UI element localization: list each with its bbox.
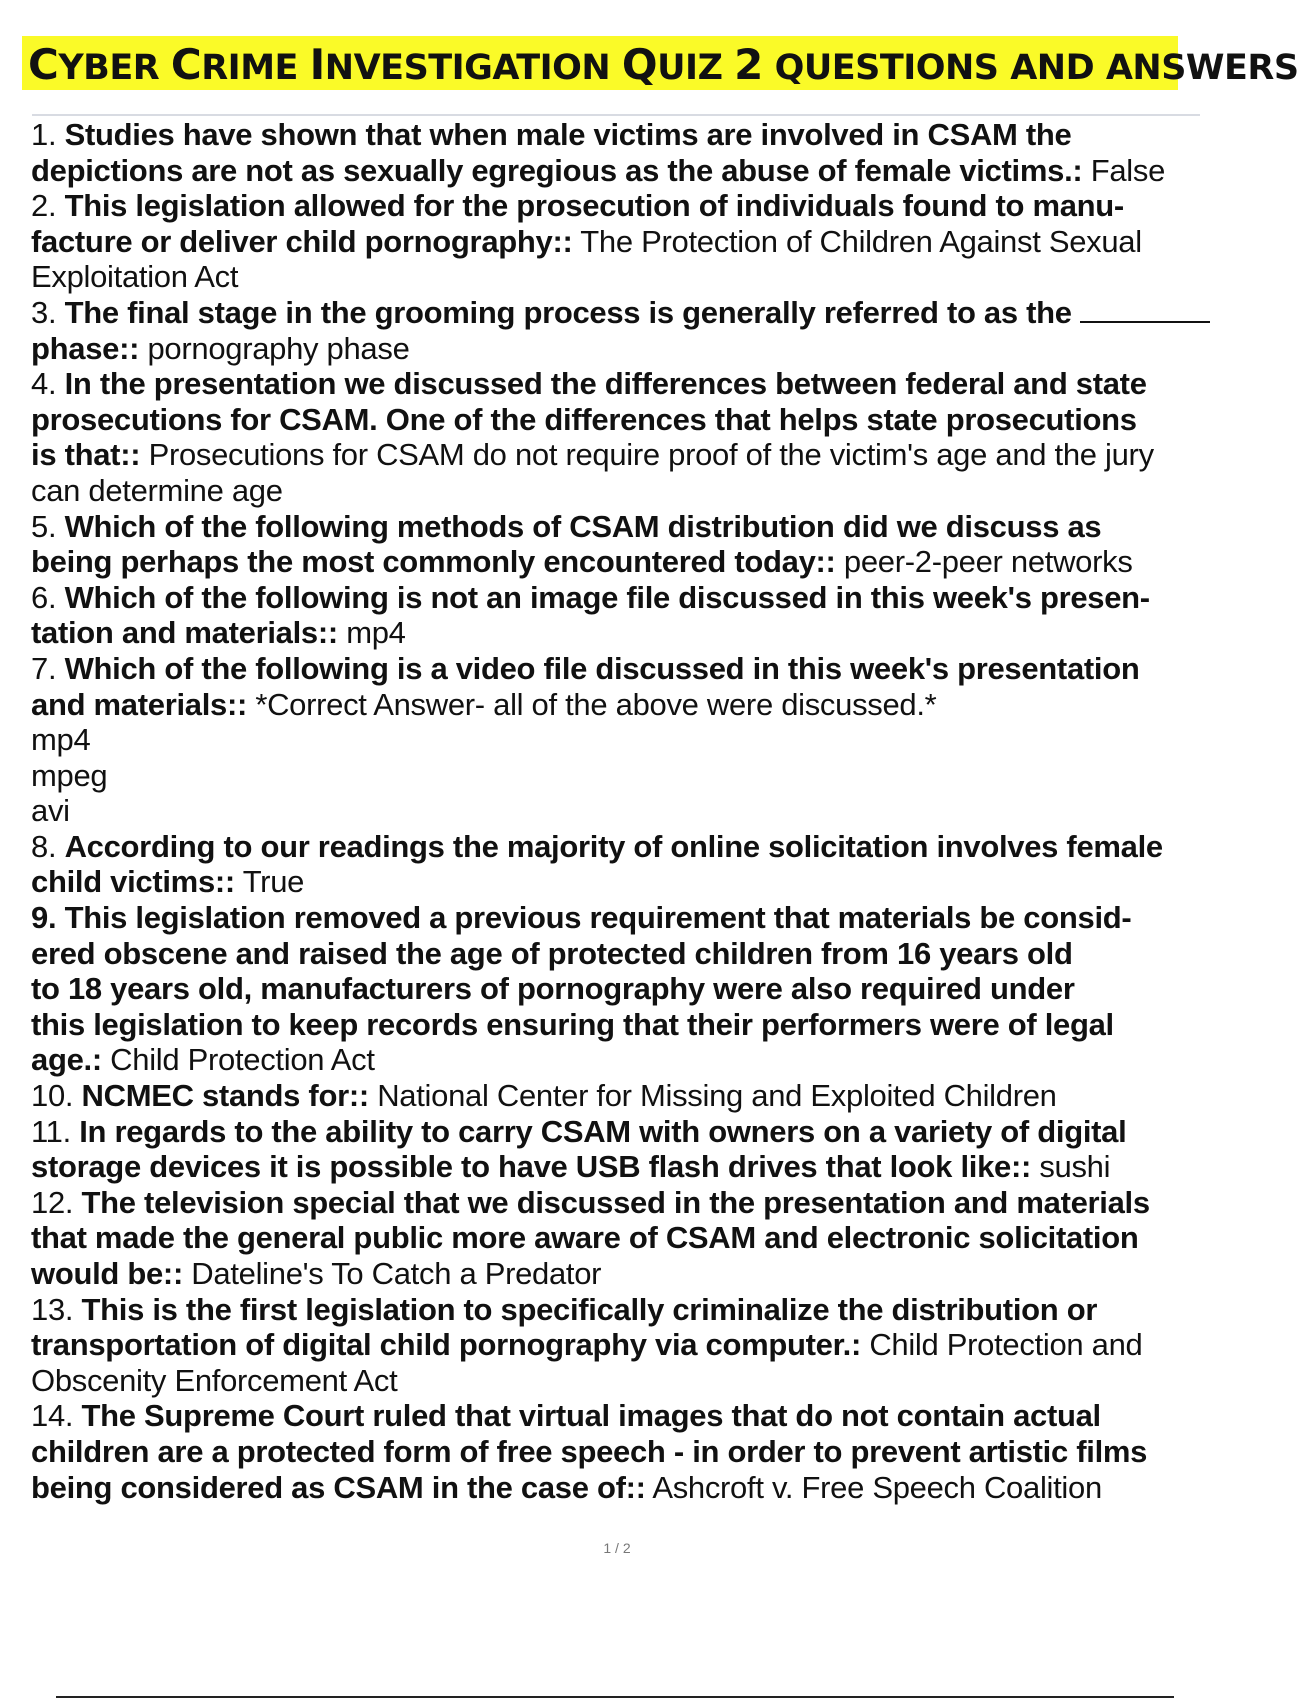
qa-line xyxy=(31,1220,1271,1256)
qa-line xyxy=(31,1470,1271,1506)
title-divider xyxy=(32,114,1200,116)
qa-line xyxy=(31,1149,1271,1185)
question-number: 4. xyxy=(31,366,65,402)
qa-line xyxy=(31,188,1271,224)
question-text: transportation of digital child pornography via computer.: xyxy=(31,1327,861,1363)
qa-line xyxy=(31,1327,1271,1363)
qa-line xyxy=(31,580,1271,616)
answer-text: sushi xyxy=(1031,1149,1111,1185)
document-title xyxy=(28,40,1299,89)
title-word: INVESTIGATION xyxy=(309,40,611,89)
answer-text: mp4 xyxy=(337,615,406,651)
qa-line xyxy=(31,758,1271,794)
answer-text: avi xyxy=(31,793,70,829)
title-word: AND xyxy=(1010,48,1095,88)
question-text: In regards to the ability to carry CSAM with owners on a variety of digital xyxy=(79,1113,1127,1149)
qa-line xyxy=(31,687,1271,723)
question-text: facture or deliver child pornography:: xyxy=(31,223,573,259)
qa-line xyxy=(31,402,1271,438)
qa-line xyxy=(31,331,1271,367)
answer-text: Obscenity Enforcement Act xyxy=(31,1362,398,1398)
title-word: 2 xyxy=(734,40,763,89)
answer-text: Exploitation Act xyxy=(31,259,239,295)
answer-text: National Center for Missing and Exploited Children xyxy=(368,1078,1057,1114)
answer-text: The Protection of Children Against Sexual xyxy=(572,223,1142,259)
question-text: phase:: xyxy=(31,330,140,366)
question-text: The final stage in the grooming process is generally referred to as the xyxy=(64,294,1072,330)
question-text: depictions are not as sexually egregious as the abuse of female victims.: xyxy=(31,152,1083,188)
fill-in-blank xyxy=(1080,297,1210,323)
qa-line xyxy=(31,1363,1271,1399)
answer-text: Ashcroft v. Free Speech Coalition xyxy=(645,1469,1102,1505)
question-text: Which of the following is a video file discussed in this week's presentation xyxy=(64,650,1140,686)
title-word: CYBER xyxy=(28,40,160,89)
qa-line xyxy=(31,1398,1271,1434)
question-text: that made the general public more aware of CSAM and electronic solicitation xyxy=(31,1220,1139,1256)
title-word: QUIZ xyxy=(621,40,723,89)
answer-text: mp4 xyxy=(31,722,91,758)
qa-line xyxy=(31,1292,1271,1328)
question-number: 11. xyxy=(31,1113,80,1149)
question-text: This legislation removed a previous requirement that materials be consid- xyxy=(64,900,1132,936)
page-number: 1 / 2 xyxy=(603,1540,631,1556)
answer-text: pornography phase xyxy=(139,330,410,366)
qa-line xyxy=(31,1434,1271,1470)
answer-text: peer-2-peer networks xyxy=(835,544,1133,580)
answer-text: True xyxy=(234,864,305,900)
question-number: 6. xyxy=(31,579,65,615)
qa-line xyxy=(31,295,1271,331)
question-text: ered obscene and raised the age of protected children from 16 years old xyxy=(31,935,1073,971)
question-text: Studies have shown that when male victims are involved in CSAM the xyxy=(64,117,1072,152)
question-text: This legislation allowed for the prosecution of individuals found to manu- xyxy=(64,188,1124,224)
qa-line xyxy=(31,1007,1271,1043)
answer-text: Dateline's To Catch a Predator xyxy=(182,1256,602,1291)
title-word: CRIME xyxy=(170,40,298,89)
question-text: being considered as CSAM in the case of:: xyxy=(31,1469,646,1505)
qa-line xyxy=(31,615,1271,651)
question-text: In the presentation we discussed the differences between federal and state xyxy=(64,366,1147,402)
qa-line xyxy=(31,1042,1271,1078)
qa-line xyxy=(31,1256,1271,1292)
question-text: this legislation to keep records ensuring that their performers were of legal xyxy=(31,1006,1114,1042)
question-number: 9. xyxy=(31,900,65,936)
question-text: The television special that we discussed in the presentation and materials xyxy=(81,1184,1150,1220)
qa-line xyxy=(31,936,1271,972)
qa-line xyxy=(31,1185,1271,1221)
qa-line xyxy=(31,900,1271,936)
qa-line xyxy=(31,117,1271,153)
answer-text: can determine age xyxy=(31,472,283,508)
qa-line xyxy=(31,864,1271,900)
question-text: NCMEC stands for:: xyxy=(81,1078,369,1114)
question-number: 13. xyxy=(31,1291,82,1327)
question-text: This is the first legislation to specifically criminalize the distribution or xyxy=(81,1291,1098,1327)
question-text: According to our readings the majority of online solicitation involves female xyxy=(64,828,1163,864)
answer-text: *Correct Answer- all of the above were discussed.* xyxy=(247,686,937,722)
question-number: 2. xyxy=(31,188,65,224)
title-word: ANSWERS xyxy=(1105,48,1299,88)
question-text: prosecutions for CSAM. One of the differences that helps state prosecutions xyxy=(31,401,1137,437)
qa-line xyxy=(31,971,1271,1007)
question-text: tation and materials:: xyxy=(31,615,338,651)
qa-line xyxy=(31,473,1271,509)
answer-text: mpeg xyxy=(31,757,108,793)
question-number: 1. xyxy=(31,117,65,152)
qa-line xyxy=(31,224,1271,260)
qa-line xyxy=(31,1114,1271,1150)
question-answer-list xyxy=(31,117,1271,1505)
question-number: 10. xyxy=(31,1078,82,1114)
question-text: age.: xyxy=(31,1042,102,1078)
question-number: 8. xyxy=(31,828,65,864)
qa-line xyxy=(31,437,1271,473)
qa-line xyxy=(31,651,1271,687)
question-text: storage devices it is possible to have USB flash drives that look like:: xyxy=(31,1149,1031,1185)
qa-line xyxy=(31,1078,1271,1114)
question-number: 5. xyxy=(31,508,65,544)
qa-line xyxy=(31,544,1271,580)
question-text: to 18 years old, manufacturers of pornography were also required under xyxy=(31,971,1075,1007)
question-number: 12. xyxy=(31,1184,82,1220)
question-text: children are a protected form of free speech - in order to prevent artistic films xyxy=(31,1433,1148,1469)
title-word: QUESTIONS xyxy=(774,48,999,88)
qa-line xyxy=(31,722,1271,758)
question-text: child victims:: xyxy=(31,864,235,900)
question-text: Which of the following is not an image file discussed in this week's presen- xyxy=(64,579,1150,615)
question-text: The Supreme Court ruled that virtual images that do not contain actual xyxy=(81,1398,1101,1434)
qa-line xyxy=(31,829,1271,865)
qa-line xyxy=(31,793,1271,829)
qa-line xyxy=(31,153,1271,189)
answer-text: Child Protection Act xyxy=(101,1042,375,1078)
question-text: is that:: xyxy=(31,437,141,473)
question-text: being perhaps the most commonly encountered today:: xyxy=(31,544,836,580)
answer-text: Child Protection and xyxy=(861,1327,1143,1363)
question-number: 7. xyxy=(31,650,65,686)
qa-line xyxy=(31,366,1271,402)
footer-divider xyxy=(56,1696,1174,1698)
question-text: would be:: xyxy=(31,1256,183,1291)
qa-line xyxy=(31,259,1271,295)
qa-line xyxy=(31,509,1271,545)
question-text: Which of the following methods of CSAM distribution did we discuss as xyxy=(64,508,1102,544)
answer-text: Prosecutions for CSAM do not require proof of the victim's age and the jury xyxy=(140,437,1154,473)
answer-text: False xyxy=(1082,152,1166,188)
question-number: 3. xyxy=(31,294,65,330)
question-text: and materials:: xyxy=(31,686,248,722)
question-number: 14. xyxy=(31,1398,82,1434)
